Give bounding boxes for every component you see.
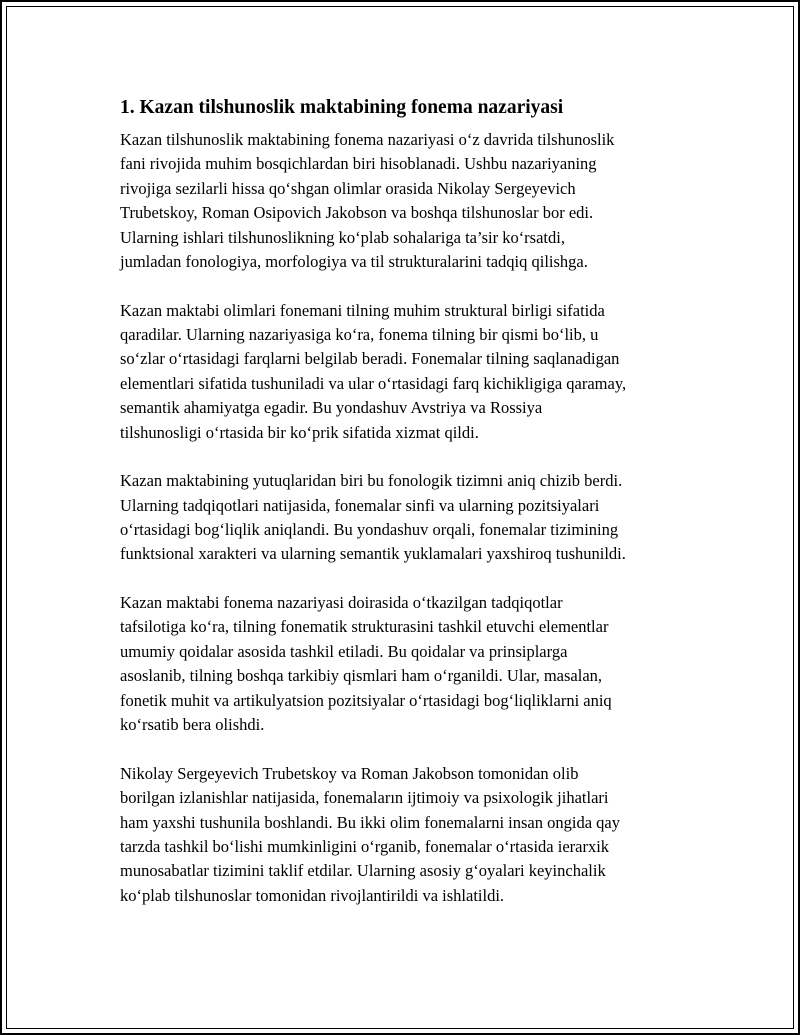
paragraph-1 — [120, 128, 700, 274]
paragraph-5 — [120, 762, 700, 908]
paragraph-2 — [120, 299, 700, 445]
text-line: Nikolay Sergeyevich Trubetskoy va Roman Jakobson tomonidan olib — [120, 763, 579, 783]
text-line: Kazan maktabi fonema nazariyasi doirasida o‘tkazilgan tadqiqotlar — [120, 593, 563, 613]
paragraph-4 — [120, 591, 700, 737]
text-line: fonetik muhit va artikulyatsion pozitsiyalar o‘rtasidagi bog‘liqliklarni aniq — [120, 690, 612, 710]
text-line: tafsilotiga ko‘ra, tilning fonematik strukturasini tashkil etuvchi elementlar — [120, 617, 609, 637]
text-line: semantik ahamiyatga egadir. Bu yondashuv Avstriya va Rossiya — [120, 398, 543, 418]
text-line: munosabatlar tizimini taklif etdilar. Ularning asosiy g‘oyalari keyinchalik — [120, 861, 606, 881]
text-line: Trubetskoy, Roman Osipovich Jakobson va boshqa tilshunoslar bor edi. — [120, 203, 594, 223]
text-line: fani rivojida muhim bosqichlardan biri hisoblanadi. Ushbu nazariyaning — [120, 154, 597, 174]
text-line: ham yaxshi tushunila boshlandi. Bu ikki olim fonemalarni insan ongida qay — [120, 812, 620, 832]
text-line: ko‘rsatib bera olishdi. — [120, 715, 265, 735]
text-line: so‘zlar o‘rtasidagi farqlarni belgilab beradi. Fonemalar tilning saqlanadigan — [120, 349, 620, 369]
text-line: asoslanib, tilning boshqa tarkibiy qismlari ham o‘rganildi. Ular, masalan, — [120, 666, 603, 686]
section-title: 1. Kazan tilshunoslik maktabining fonema nazariyasi — [120, 97, 564, 118]
text-line: o‘rtasidagi bog‘liqlik aniqlandi. Bu yondashuv orqali, fonemalar tizimining — [120, 520, 619, 540]
text-line: funktsional xarakteri va ularning semantik yuklamalari yaxshiroq tushunildi. — [120, 544, 626, 564]
text-line: tarzda tashkil bo‘lishi mumkinligini o‘rganib, fonemalar o‘rtasida ierarxik — [120, 836, 610, 856]
text-line: umumiy qoidalar asosida tashkil etiladi. Bu qoidalar va prinsiplarga — [120, 641, 568, 661]
document-body — [120, 96, 700, 932]
text-line: Kazan maktabining yutuqlaridan biri bu fonologik tizimni aniq chizib berdi. — [120, 471, 623, 491]
text-line: elementlari sifatida tushuniladi va ular o‘rtasidagi farq kichikligiga qaramay, — [120, 373, 627, 393]
text-line: ko‘plab tilshunoslar tomonidan rivojlantirildi va ishlatildi. — [120, 885, 505, 905]
text-line: Kazan tilshunoslik maktabining fonema nazariyasi o‘z davrida tilshunoslik — [120, 130, 615, 149]
paragraph-3 — [120, 469, 700, 567]
text-line: borilgan izlanishlar natijasida, fonemaların ijtimoiy va psixologik jihatlari — [120, 788, 609, 808]
text-line: Ularning tadqiqotlari natijasida, fonemalar sinfi va ularning pozitsiyalari — [120, 495, 600, 515]
text-line: tilshunosligi o‘rtasida bir ko‘prik sifatida xizmat qildi. — [120, 422, 479, 442]
text-line: Ularning ishlari tilshunoslikning ko‘plab sohalariga ta’sir ko‘rsatdi, — [120, 227, 565, 247]
text-line: jumladan fonologiya, morfologiya va til strukturalarini tadqiq qilishga. — [120, 252, 588, 272]
text-line: qaradilar. Ularning nazariyasiga ko‘ra, fonema tilning bir qismi bo‘lib, u — [120, 325, 599, 345]
text-line: rivojiga sezilarli hissa qo‘shgan olimlar orasida Nikolay Sergeyevich — [120, 178, 576, 198]
text-line: Kazan maktabi olimlari fonemani tilning muhim struktural birligi sifatida — [120, 300, 605, 320]
